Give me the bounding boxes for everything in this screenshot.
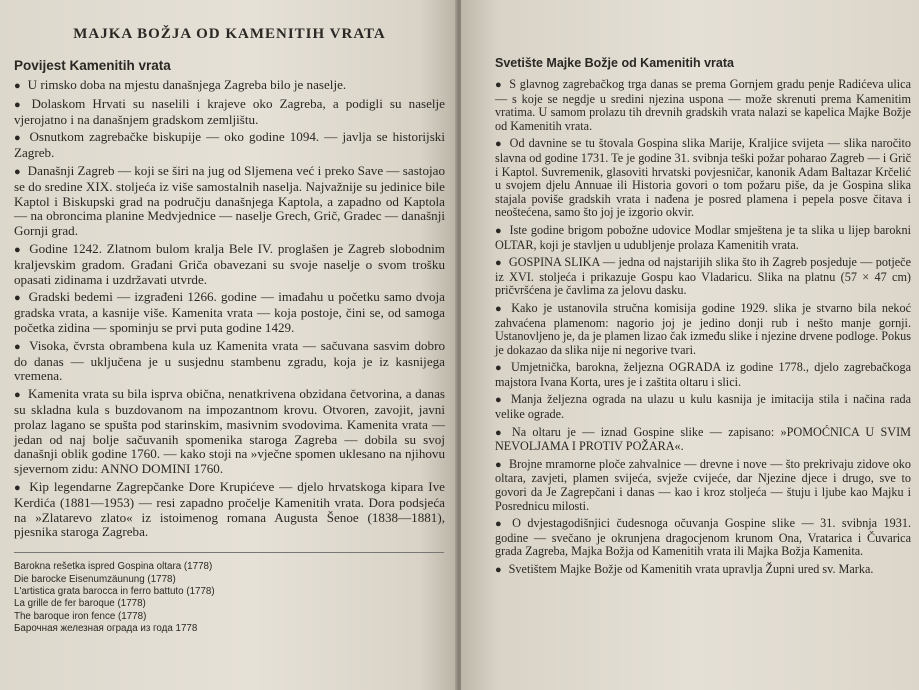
history-paragraph: ● Osnutkom zagrebačke biskupije — oko godine 1094. — javlja se historijski Zagreb.: [14, 129, 445, 161]
bullet-icon: ●: [495, 224, 503, 237]
caption-line: Барочная железная ограда из года 1778: [14, 623, 198, 635]
figure-caption: [14, 561, 445, 635]
shrine-paragraph: ● O dvjestagodišnjici čudesnoga očuvanja Gospine slike — 31. svibnja 1931. godine — svečano je okrunjena dragocjenom krunom Ona, Vratarica i Čuvarica grada Zagreba, Majka Božja od Kamenitih vrata ili Majka Božja Kamenita.: [495, 516, 911, 559]
bullet-icon: ●: [495, 138, 503, 151]
bullet-icon: ●: [14, 292, 22, 305]
bullet-icon: ●: [14, 98, 25, 111]
shrine-paragraph: ● Umjetnička, barokna, željezna OGRADA iz godine 1778., djelo zagrebačkoga majstora Ivana Korta, ures je i zaštita oltaru i slici.: [495, 360, 911, 389]
history-paragraph: ● Visoka, čvrsta obrambena kula uz Kamenita vrata — sačuvana sasvim dobro do danas — uključena je u susjednu stambenu zgradu, koja je iz kasnijega vremena.: [14, 337, 445, 384]
bullet-icon: ●: [14, 80, 21, 92]
bullet-icon: ●: [14, 132, 23, 145]
shrine-paragraph: ● Svetištem Majke Božje od Kamenitih vrata upravlja Župni ured sv. Marka.: [495, 562, 874, 576]
history-paragraph: ● U rimsko doba na mjestu današnjega Zagreba bilo je naselje.: [14, 77, 347, 92]
shrine-paragraph: ● Kako je ustanovila stručna komisija godine 1929. slika je stvarno bila nekoć zahvaćena plamenom: nagorio joj je jedino donji rub i nešto manje gornji. Ustanovljeno je, da je plamen lizao čak između slike i njezine drvene podloge. Pokus je dokazao da slika nije ni negorive tvari.: [495, 300, 911, 357]
caption-line: Die barocke Eisenumzäunung (1778): [14, 573, 176, 585]
caption-line: Barokna rešetka ispred Gospina oltara (1778): [14, 561, 213, 573]
shrine-paragraph: ● S glavnog zagrebačkog trga danas se prema Gornjem gradu penje Radićeva ulica — s koje se negdje u sredini njezina uspona — može skrenuti prema Kamenitim vratima. U samom prolazu tih drevnih gradskih vrata nalazi se kapelica Majke Božje od Kamenitih vrata.: [495, 77, 911, 133]
history-paragraph: ● Današnji Zagreb — koji se širi na jug od Sljemena već i preko Save — sastojao se do sredine XIX. stoljeća iz više samostalnih naselja. Najvažnije su jedinice bile Kaptol i Biskupski grad na području današnjega Kaptola, a zapadno od Kaptola — na obroncima planine Medvjednice — naselje Grech, Grič, Gradec — današnji Gornji grad.: [14, 162, 445, 239]
caption-divider: [14, 552, 444, 553]
history-paragraph: ● Kip legendarne Zagrepčanke Dore Krupićeve — djelo hrvatskoga kipara Ive Kerdića (1881—1953) — resi zapadno pročelje Kamenitih vrata. Dora podsjeća na »Zlatarevo zlato« iz istoimenog romana Augusta Šenoe (1838—1881), pjesnika staroga Zagreba.: [14, 478, 445, 540]
shrine-paragraph: ● Iste godine brigom pobožne udovice Modlar smještena je ta slika u lijep barokni OLTAR, koji je stavljen u udubljenje prolaza Kamenitih vrata.: [495, 222, 911, 252]
section-heading-shrine: Svetište Majke Božje od Kamenitih vrata: [495, 56, 734, 70]
page-title: MAJKA BOŽJA OD KAMENITIH VRATA: [73, 26, 386, 42]
bullet-icon: ●: [14, 165, 21, 178]
shrine-paragraph: ● Brojne mramorne ploče zahvalnice — drevne i nove — što prekrivaju zidove oko oltara, zavjeti, plamen svijeća, svježe cvijeće, dar Njezine djece i drugo, sve to govori da Je Zagrepčani i danas — kao i kroz stoljeća — štuju i ljube kao Majku i Posrednicu milosti.: [495, 456, 911, 513]
shrine-paragraph: ● Manja željezna ograda na ulazu u kulu kasnija je imitacija stila i načina rada velike ograde.: [495, 392, 911, 422]
bullet-icon: ●: [14, 389, 21, 402]
bullet-icon: ●: [495, 302, 505, 315]
bullet-icon: ●: [495, 79, 503, 91]
left-page: [0, 0, 457, 690]
history-paragraph: ● Gradski bedemi — izgrađeni 1266. godine — imađahu u početku samo dvoja gradska vrata, a kasnije više. Kamenita vrata — koja postoje, čini se, od samoga početka zidina — spominju se prvi puta godine 1429.: [14, 289, 445, 335]
caption-line: The baroque iron fence (1778): [14, 610, 147, 622]
bullet-icon: ●: [14, 243, 23, 256]
bullet-icon: ●: [495, 394, 504, 407]
shrine-paragraph: ● Od davnine se tu štovala Gospina slika Marije, Kraljice svijeta — slika naročito slavna od godine 1731. Te je godine 31. svibnja teški požar poharao Zagreb — i Grič i Kaptol. Suvremenik, glasoviti hrvatski povjesničar, kanonik Adam Baltazar Krčelić u svojem djelu Annuae ili Historia govori o tom požaru piše, da je Gospina slika stajala poviše gradskih vrata i nađena je posred plamena i pepela posve čitava i neoštećena, samo što joj je izgorio okvir.: [495, 136, 911, 220]
bullet-icon: ●: [495, 564, 502, 576]
history-paragraph: ● Godine 1242. Zlatnom bulom kralja Bele IV. proglašen je Zagreb slobodnim kraljevskim gradom. Građani Griča obavezani su svoje naselje o svom trošku opasati zidinama i uzdržavati utvrde.: [14, 240, 445, 287]
right-page: [461, 0, 919, 690]
section-heading-history: Povijest Kamenitih vrata: [14, 58, 171, 73]
bullet-icon: ●: [495, 458, 502, 471]
bullet-icon: ●: [495, 518, 506, 531]
bullet-icon: ●: [495, 257, 502, 270]
bullet-icon: ●: [495, 426, 505, 439]
history-paragraph: ● Dolaskom Hrvati su naselili i krajeve oko Zagreba, a podigli su naselje vjerojatno i na današnjem gradskom zemljištu.: [14, 95, 445, 127]
history-paragraph: ● Kamenita vrata su bila isprva obična, nenatkrivena obzidana četvorina, a danas su skladna kula s buzdovanom na impozantnom krovu. Otvoren, zavojit, javni prolaz lagano se spušta pod starinskim, masivnim svodovima. Kamenita vrata — jedan od naj bolje sačuvanih spomenika staroga Zagreba — dobila su svoj današnji oblik godine 1760. — kako stoji na »vječne spomen uklesano na njihovu sjevernom zidu: ANNO DOMINI 1760.: [14, 386, 445, 477]
bullet-icon: ●: [14, 340, 23, 353]
caption-line: L'artistica grata barocca in ferro battuto (1778): [14, 585, 215, 597]
shrine-paragraph: ● GOSPINA SLIKA — jedna od najstarijih slika što ih Zagreb posjeduje — potječe iz XVI. stoljeća i prikazuje Gospu kao Vladaricu. Slika na platnu (57 × 47 cm) pričvršćena je čavlima za jelovu dasku.: [495, 255, 911, 298]
bullet-icon: ●: [495, 362, 504, 375]
shrine-paragraph: ● Na oltaru je — iznad Gospine slike — zapisano: »POMOĆNICA U SVIM NEVOLJAMA I PROTIV POŽARA«.: [495, 424, 911, 454]
bullet-icon: ●: [14, 481, 23, 494]
caption-line: La grille de fer baroque (1778): [14, 598, 146, 610]
